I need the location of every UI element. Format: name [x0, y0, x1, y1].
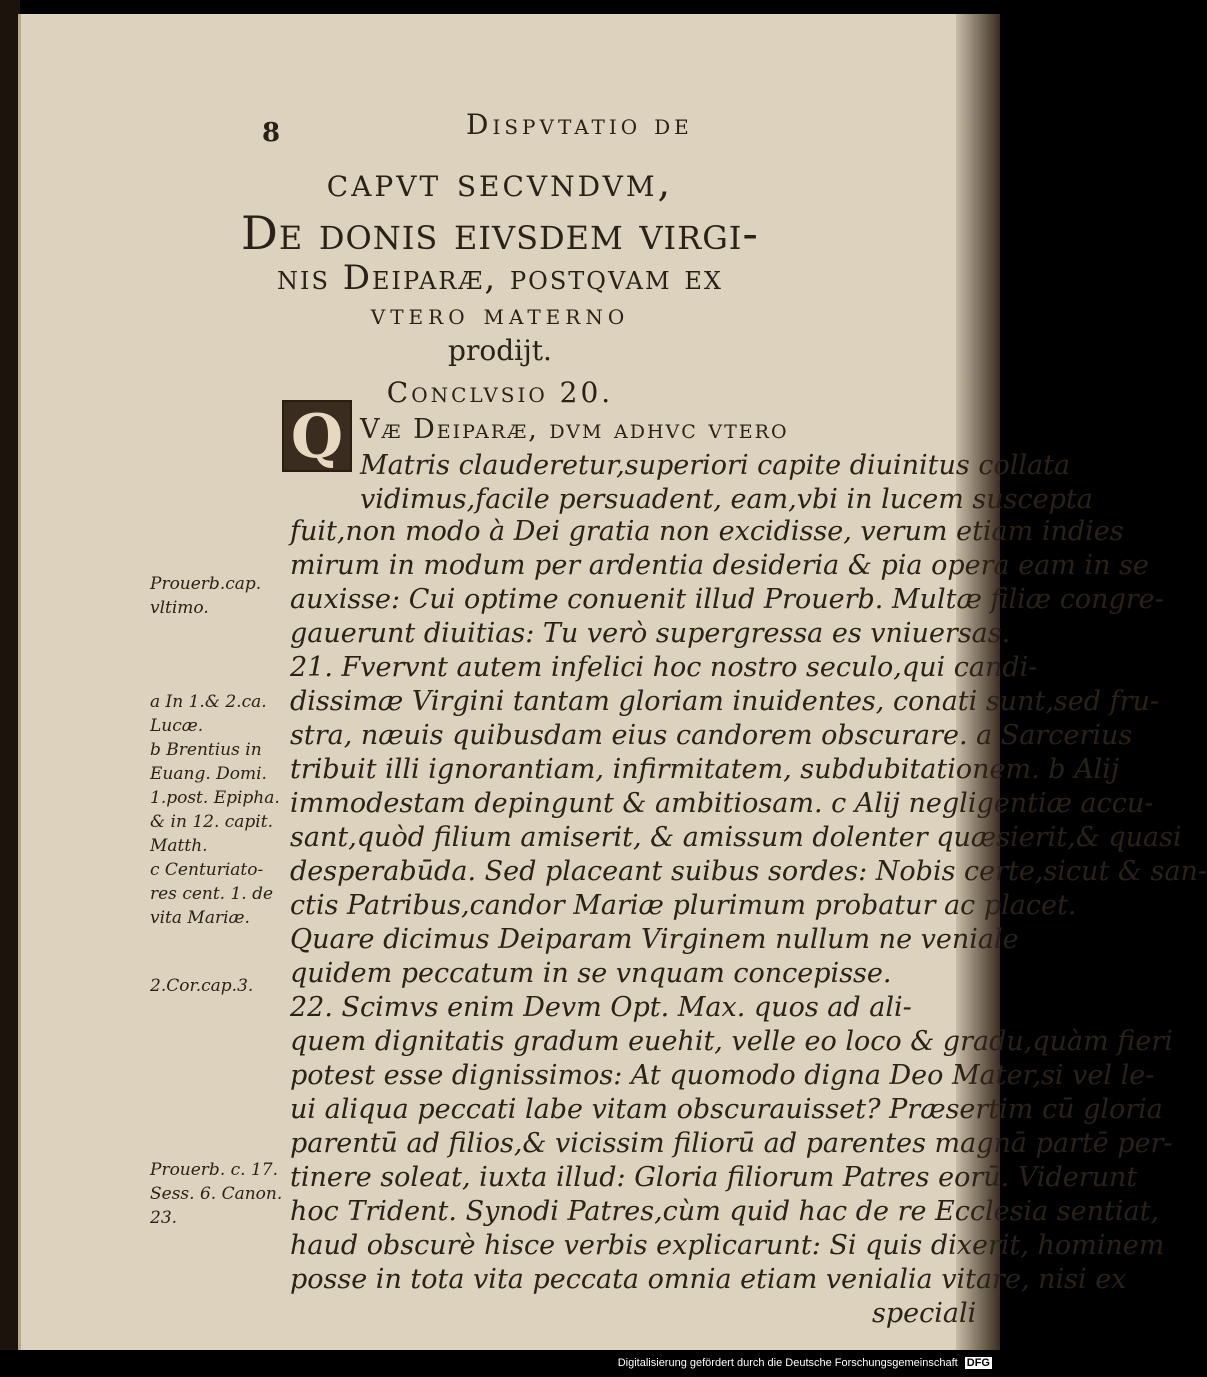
catchword: speciali — [872, 1298, 977, 1329]
text-line: auxisse: Cui optime conuenit illud Prouerb. Multæ filiæ congre- — [290, 584, 1164, 615]
margin-note: vltimo. — [150, 598, 209, 618]
text-line: 22. Scimvs enim Devm Opt. Max. quos ad ali- — [290, 992, 912, 1023]
initial-letter: Q — [290, 402, 344, 472]
text-line: fuit,non modo à Dei gratia non excidisse, verum etiam indies — [290, 516, 1124, 547]
text-line: immodestam depingunt & ambitiosam. c Alij negligentiæ accu- — [290, 788, 1154, 819]
margin-note: 2.Cor.cap.3. — [150, 976, 254, 996]
funding-footer — [618, 1357, 992, 1369]
dfg-logo: DFG — [966, 1357, 990, 1369]
footer-text: Digitalisierung gefördert durch die Deutsche Forschungsgemeinschaft — [617, 1357, 958, 1369]
margin-note: Matth. — [150, 836, 208, 856]
text-line: vidimus,facile persuadent, eam,vbi in lucem suscepta — [360, 484, 1093, 515]
margin-note: c Centuriato- — [150, 860, 264, 880]
text-line: posse in tota vita peccata omnia etiam venialia vitare, nisi ex — [290, 1264, 1127, 1295]
decorated-initial — [282, 400, 352, 472]
margin-note: 23. — [150, 1208, 178, 1228]
text-line: haud obscurè hisce verbis explicarunt: Si quis dixerit, hominem — [290, 1230, 1165, 1261]
running-head: Dispvtatio de — [466, 108, 693, 141]
margin-note: Prouerb.cap. — [150, 574, 262, 594]
margin-note: & in 12. capit. — [150, 812, 273, 832]
conclusion-heading: Conclvsio 20. — [386, 376, 614, 409]
chapter-title-line-4: vtero materno — [370, 298, 630, 331]
text-line: gauerunt diuitias: Tu verò supergressa es vniuersas. — [290, 618, 1011, 649]
text-line: sant,quòd filium amiserit, & amissum dolenter quæsierit,& quasi — [290, 822, 1182, 853]
text-line: dissimæ Virgini tantam gloriam inuidentes, conati sunt,sed fru- — [290, 686, 1160, 717]
text-line: hoc Trident. Synodi Patres,cùm quid hac de re Ecclesia sentiat, — [290, 1196, 1160, 1227]
chapter-title-line-5: prodijt. — [448, 334, 552, 367]
text-line: 21. Fvervnt autem infelici hoc nostro seculo,qui candi- — [290, 652, 1038, 683]
margin-note: vita Mariæ. — [150, 908, 250, 928]
folio-number: 8 — [262, 118, 281, 148]
text-line: ui aliqua peccati labe vitam obscurauisset? Præsertim cū gloria — [290, 1094, 1163, 1125]
text-line: stra, næuis quibusdam eius candorem obscurare. a Sarcerius — [290, 720, 1133, 751]
text-line: desperabūda. Sed placeant suibus sordes: Nobis certe,sicut & san- — [290, 856, 1207, 887]
margin-note: 1.post. Epipha. — [150, 788, 280, 808]
text-line: ctis Patribus,candor Mariæ plurimum probatur ac placet. — [290, 890, 1077, 921]
margin-note: Euang. Domi. — [150, 764, 267, 784]
chapter-title-line-1: capvt secvndvm, — [326, 160, 674, 206]
text-line: mirum in modum per ardentia desideria & pia opera eam in se — [290, 550, 1149, 581]
text-line: Matris clauderetur,superiori capite diuinitus collata — [360, 450, 1071, 481]
chapter-title-line-2: De donis eivsdem virgi- — [241, 206, 759, 260]
text-line: Væ Deiparæ, dvm adhvc vtero — [360, 414, 789, 445]
margin-note: Sess. 6. Canon. — [150, 1184, 283, 1204]
text-line: quidem peccatum in se vnquam concepisse. — [290, 958, 892, 989]
margin-note: Prouerb. c. 17. — [150, 1160, 278, 1180]
margin-note: res cent. 1. de — [150, 884, 274, 904]
text-line: tribuit illi ignorantiam, infirmitatem, subdubitationem. b Alij — [290, 754, 1120, 785]
margin-note: b Brentius in — [150, 740, 262, 760]
chapter-title-line-3: nis Deiparæ, postqvam ex — [277, 258, 723, 298]
text-line: Quare dicimus Deiparam Virginem nullum ne veniale — [290, 924, 1019, 955]
margin-note: Lucæ. — [150, 716, 204, 736]
text-line: potest esse dignissimos: At quomodo digna Deo Mater,si vel le- — [290, 1060, 1155, 1091]
margin-note: a In 1.& 2.ca. — [150, 692, 267, 712]
text-line: quem dignitatis gradum euehit, velle eo loco & gradu,quàm fieri — [290, 1026, 1173, 1057]
text-line: parentū ad filios,& vicissim filiorū ad parentes magnā partē per- — [290, 1128, 1173, 1159]
text-line: tinere soleat, iuxta illud: Gloria filiorum Patres eorū. Viderunt — [290, 1162, 1138, 1193]
